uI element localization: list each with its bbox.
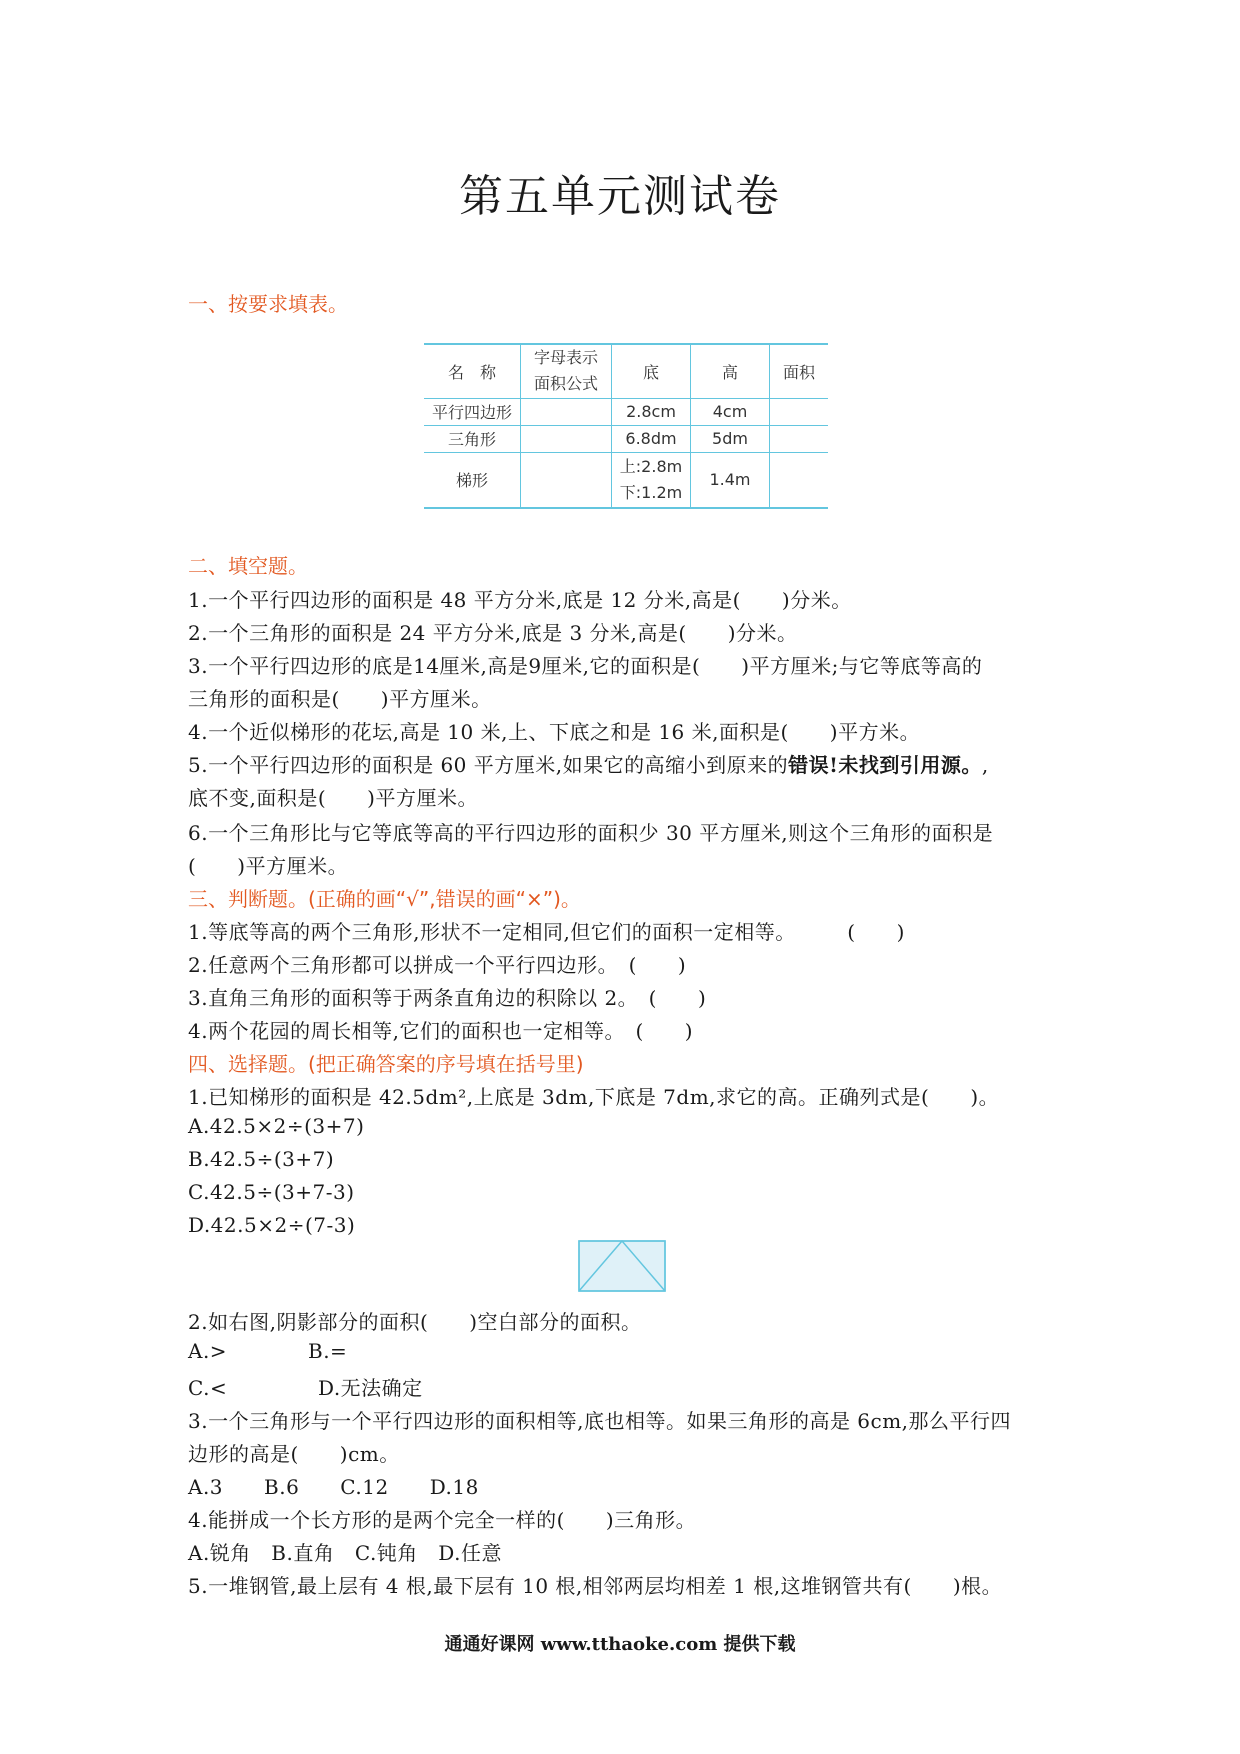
table-row bbox=[424, 398, 828, 425]
table-header-formula-line1: 字母表示 bbox=[533, 348, 598, 368]
reference-error: 错误!未找到引用源。 bbox=[788, 753, 982, 777]
table-cell-base bbox=[612, 452, 691, 508]
table-cell-formula[interactable] bbox=[521, 452, 612, 508]
table-cell-name: 三角形 bbox=[424, 425, 521, 452]
option-line: B.42.5÷(3+7) bbox=[188, 1147, 335, 1171]
table-header-name: 名 称 bbox=[424, 344, 521, 398]
triangle-in-rectangle-figure bbox=[578, 1240, 666, 1292]
table-cell-area[interactable] bbox=[770, 398, 829, 425]
table-cell-height: 4cm bbox=[691, 398, 770, 425]
question-text: , bbox=[981, 753, 989, 777]
table-cell-height: 5dm bbox=[691, 425, 770, 452]
question-line: 3.一个平行四边形的底是14厘米,高是9厘米,它的面积是( )平方厘米;与它等底等高的 bbox=[188, 654, 983, 678]
question-line: 4.两个花园的周长相等,它们的面积也一定相等。 ( ) bbox=[188, 1019, 694, 1043]
table-cell-base-bottom: 下:1.2m bbox=[619, 482, 683, 502]
section-4-heading: 四、选择题。(把正确答案的序号填在括号里) bbox=[188, 1052, 584, 1076]
option-c: C.< bbox=[188, 1376, 228, 1400]
option-line bbox=[188, 1372, 423, 1401]
section-3-heading: 三、判断题。(正确的画“√”,错误的画“×”)。 bbox=[188, 887, 581, 911]
question-line: 边形的高是( )cm。 bbox=[188, 1442, 400, 1466]
question-text: 5.一个平行四边形的面积是 60 平方厘米,如果它的高缩小到原来的 bbox=[188, 753, 789, 777]
table-cell-base: 2.8cm bbox=[612, 398, 691, 425]
figure-rectangle bbox=[579, 1241, 665, 1291]
table-cell-formula[interactable] bbox=[521, 425, 612, 452]
option-d: D.无法确定 bbox=[318, 1376, 423, 1400]
question-line: 3.一个三角形与一个平行四边形的面积相等,底也相等。如果三角形的高是 6cm,那么平行四 bbox=[188, 1409, 1012, 1433]
option-line: C.42.5÷(3+7-3) bbox=[188, 1180, 355, 1204]
option-line: A.锐角 B.直角 C.钝角 D.任意 bbox=[188, 1541, 502, 1565]
table-row bbox=[424, 425, 828, 452]
question-line: 三角形的面积是( )平方厘米。 bbox=[188, 687, 492, 711]
question-line bbox=[188, 749, 989, 778]
question-line: 4.一个近似梯形的花坛,高是 10 米,上、下底之和是 16 米,面积是( )平方米。 bbox=[188, 720, 921, 744]
footer-credit: 通通好课网 www.tthaoke.com 提供下载 bbox=[444, 1634, 796, 1655]
question-line: 2.如右图,阴影部分的面积( )空白部分的面积。 bbox=[188, 1310, 642, 1334]
section-2-heading: 二、填空题。 bbox=[188, 554, 308, 578]
section-1-heading: 一、按要求填表。 bbox=[188, 292, 348, 316]
question-line: 2.任意两个三角形都可以拼成一个平行四边形。 ( ) bbox=[188, 953, 687, 977]
option-a: A.> bbox=[188, 1339, 228, 1363]
option-line: D.42.5×2÷(7-3) bbox=[188, 1213, 356, 1237]
question-line: 底不变,面积是( )平方厘米。 bbox=[188, 786, 478, 810]
question-line: 2.一个三角形的面积是 24 平方分米,底是 3 分米,高是( )分米。 bbox=[188, 621, 798, 645]
fill-table bbox=[424, 343, 828, 509]
table-cell-area[interactable] bbox=[770, 425, 829, 452]
option-line: A.42.5×2÷(3+7) bbox=[188, 1114, 365, 1138]
table-header-formula-line2: 面积公式 bbox=[533, 374, 598, 394]
question-line: 4.能拼成一个长方形的是两个完全一样的( )三角形。 bbox=[188, 1508, 697, 1532]
question-line: 3.直角三角形的面积等于两条直角边的积除以 2。 ( ) bbox=[188, 986, 707, 1010]
option-b: B.= bbox=[308, 1339, 348, 1363]
option-line bbox=[188, 1339, 347, 1363]
page-title: 第五单元测试卷 bbox=[459, 171, 781, 222]
table-cell-base: 6.8dm bbox=[612, 425, 691, 452]
table-cell-height: 1.4m bbox=[691, 452, 770, 508]
option-line: A.3 B.6 C.12 D.18 bbox=[188, 1475, 479, 1499]
table-cell-base-top: 上:2.8m bbox=[619, 456, 683, 476]
question-line: 1.一个平行四边形的面积是 48 平方分米,底是 12 分米,高是( )分米。 bbox=[188, 588, 852, 612]
question-line: 6.一个三角形比与它等底等高的平行四边形的面积少 30 平方厘米,则这个三角形的面积是 bbox=[188, 821, 994, 845]
question-line: 1.等底等高的两个三角形,形状不一定相同,但它们的面积一定相等。 ( ) bbox=[188, 920, 905, 944]
table-cell-name: 梯形 bbox=[424, 452, 521, 508]
table-cell-name: 平行四边形 bbox=[424, 398, 521, 425]
table-row bbox=[424, 452, 828, 508]
table-header-formula bbox=[521, 344, 612, 398]
table-cell-formula[interactable] bbox=[521, 398, 612, 425]
table-header-base: 底 bbox=[612, 344, 691, 398]
question-line: ( )平方厘米。 bbox=[188, 854, 349, 878]
table-header-area: 面积 bbox=[770, 344, 829, 398]
question-line: 5.一堆钢管,最上层有 4 根,最下层有 10 根,相邻两层均相差 1 根,这堆钢管共有( )根。 bbox=[188, 1574, 1003, 1598]
table-header-height: 高 bbox=[691, 344, 770, 398]
question-line: 1.已知梯形的面积是 42.5dm²,上底是 3dm,下底是 7dm,求它的高。正确列式是( )。 bbox=[188, 1085, 1000, 1109]
table-cell-area[interactable] bbox=[770, 452, 829, 508]
